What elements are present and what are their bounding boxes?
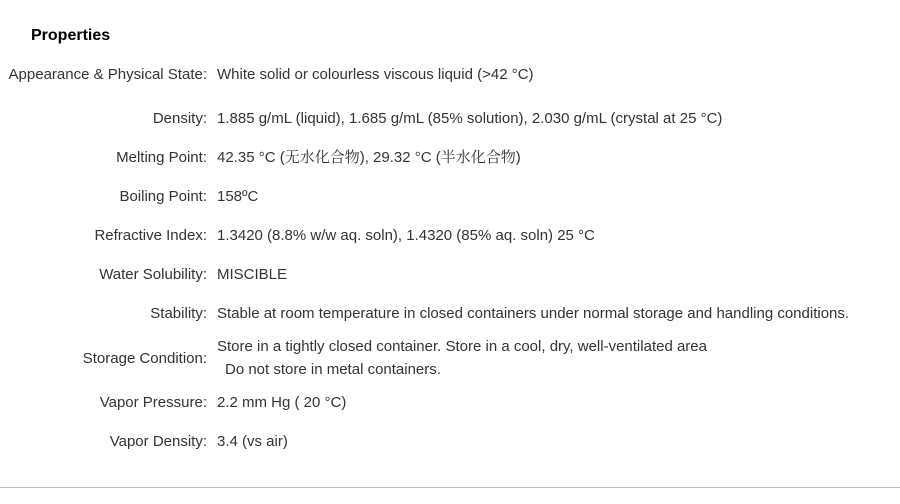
property-label: Melting Point: [116, 149, 207, 166]
property-value: 158ºC [217, 188, 259, 205]
property-value: Stable at room temperature in closed containers under normal storage and handling conditions. [217, 305, 850, 322]
property-row-vapor-density [0, 422, 900, 461]
property-row-stability [0, 294, 900, 333]
property-value: MISCIBLE [217, 266, 288, 283]
property-value: 3.4 (vs air) [217, 433, 288, 450]
property-row-water-solubility [0, 255, 900, 294]
property-row-vapor-pressure [0, 383, 900, 422]
property-value-line2: Do not store in metal containers. [225, 361, 441, 378]
property-label: Stability: [150, 305, 207, 322]
property-value: Store in a tightly closed container. Store in a cool, dry, well-ventilated area [217, 338, 707, 355]
property-value-multiline [217, 333, 900, 383]
property-label: Refractive Index: [94, 227, 207, 244]
property-label: Water Solubility: [99, 266, 207, 283]
property-value: 1.3420 (8.8% w/w aq. soln), 1.4320 (85% aq. soln) 25 °C [217, 227, 595, 244]
property-row-melting-point [0, 138, 900, 177]
property-label: Appearance & Physical State: [8, 66, 207, 83]
bottom-divider [0, 487, 900, 488]
property-value: 42.35 °C (无水化合物), 29.32 °C (半水化合物) [217, 149, 521, 166]
property-row-refractive-index [0, 216, 900, 255]
property-label: Density: [152, 110, 207, 127]
property-value: White solid or colourless viscous liquid (>42 °C) [217, 66, 534, 83]
properties-table [0, 50, 900, 461]
property-row-boiling-point [0, 177, 900, 216]
property-label: Vapor Pressure: [99, 394, 207, 411]
property-label: Vapor Density: [109, 433, 207, 450]
section-title: Properties [31, 27, 111, 44]
property-label: Storage Condition: [82, 349, 207, 367]
property-row-appearance [0, 50, 900, 99]
property-row-density [0, 99, 900, 138]
property-value: 1.885 g/mL (liquid), 1.685 g/mL (85% solution), 2.030 g/mL (crystal at 25 °C) [217, 110, 723, 127]
property-label: Boiling Point: [119, 188, 207, 205]
property-row-storage-condition [0, 333, 900, 383]
property-value: 2.2 mm Hg ( 20 °C) [217, 394, 347, 411]
